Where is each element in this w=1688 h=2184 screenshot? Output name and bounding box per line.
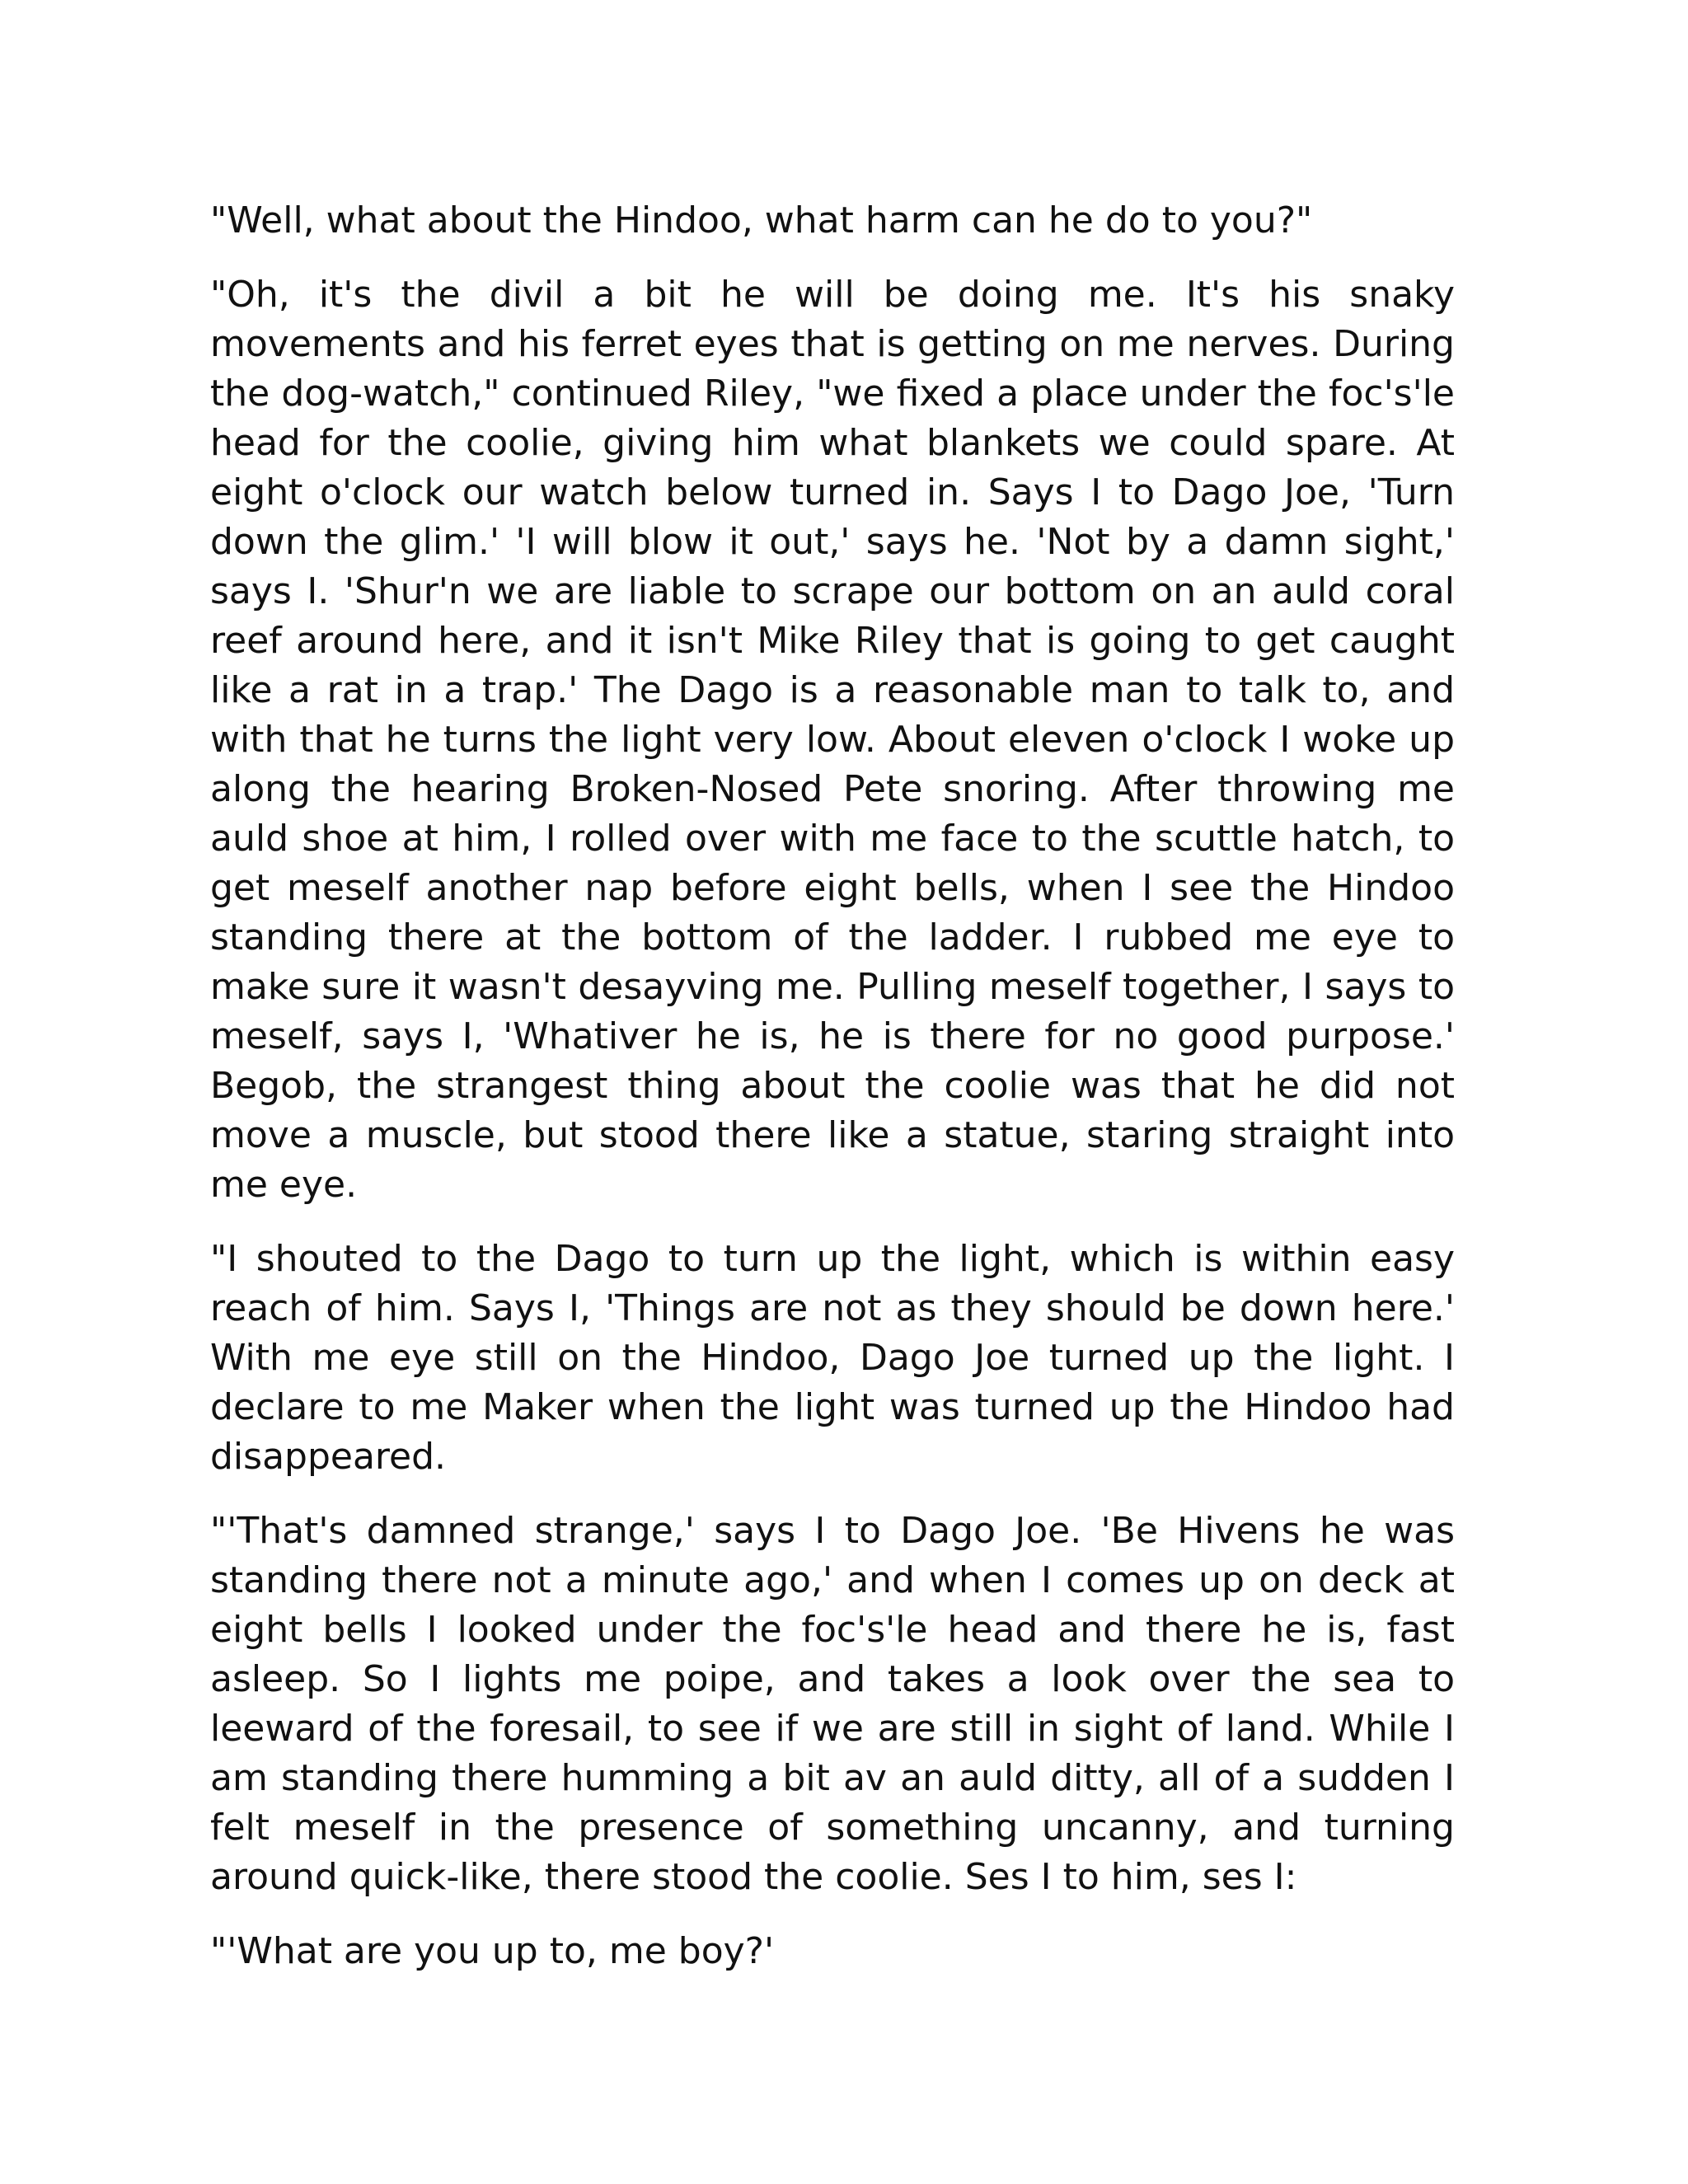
paragraph-2: "Oh, it's the divil a bit he will be doing me. It's his snaky movements and his ferret eyes that is getting on me nerves. During the dog-watch," continued Riley, "we fixed a place under the foc's'le head for the coolie, giving him what blankets we could spare. At eight o'clock our watch below turned in. Says I to Dago Joe, 'Turn down the glim.' 'I will blow it out,' says he. 'Not by a damn sight,' says I. 'Shur'n we are liable to scrape our bottom on an auld coral reef around here, and it isn't Mike Riley that is going to get caught like a rat in a trap.' The Dago is a reasonable man to talk to, and with that he turns the light very low. About eleven o'clock I woke up along the hearing Broken-Nosed Pete snoring. After throwing me auld shoe at him, I rolled over with me face to the scuttle hatch, to get meself another nap before eight bells, when I see the Hindoo standing there at the bottom of the ladder. I rubbed me eye to make sure it wasn't desayving me. Pulling meself together, I says to meself, says I, 'Whativer he is, he is there for no good purpose.' Begob, the strangest thing about the coolie was that he did not move a muscle, but stood there like a statue, staring straight into me eye. (210, 274, 1455, 1206)
paragraph-4: "'That's damned strange,' says I to Dago Joe. 'Be Hivens he was standing there not a minute ago,' and when I comes up on deck at eight bells I looked under the foc's'le head and there he is, fast asleep. So I lights me poipe, and takes a look over the sea to leeward of the foresail, to see if we are still in sight of land. While I am standing there humming a bit av an auld ditty, all of a sudden I felt meself in the presence of something uncanny, and turning around quick-like, there stood the coolie. Ses I to him, ses I: (210, 1510, 1455, 1898)
paragraph-3: "I shouted to the Dago to turn up the light, which is within easy reach of him. Says I, 'Things are not as they should be down here.' With me eye still on the Hindoo, Dago Joe turned up the light. I declare to me Maker when the light was turned up the Hindoo had disappeared. (210, 1238, 1455, 1478)
paragraph-1: "Well, what about the Hindoo, what harm can he do to you?" (210, 199, 1313, 241)
paragraph-5: "'What are you up to, me boy?' (210, 1930, 775, 1972)
document-page (210, 196, 1455, 2001)
